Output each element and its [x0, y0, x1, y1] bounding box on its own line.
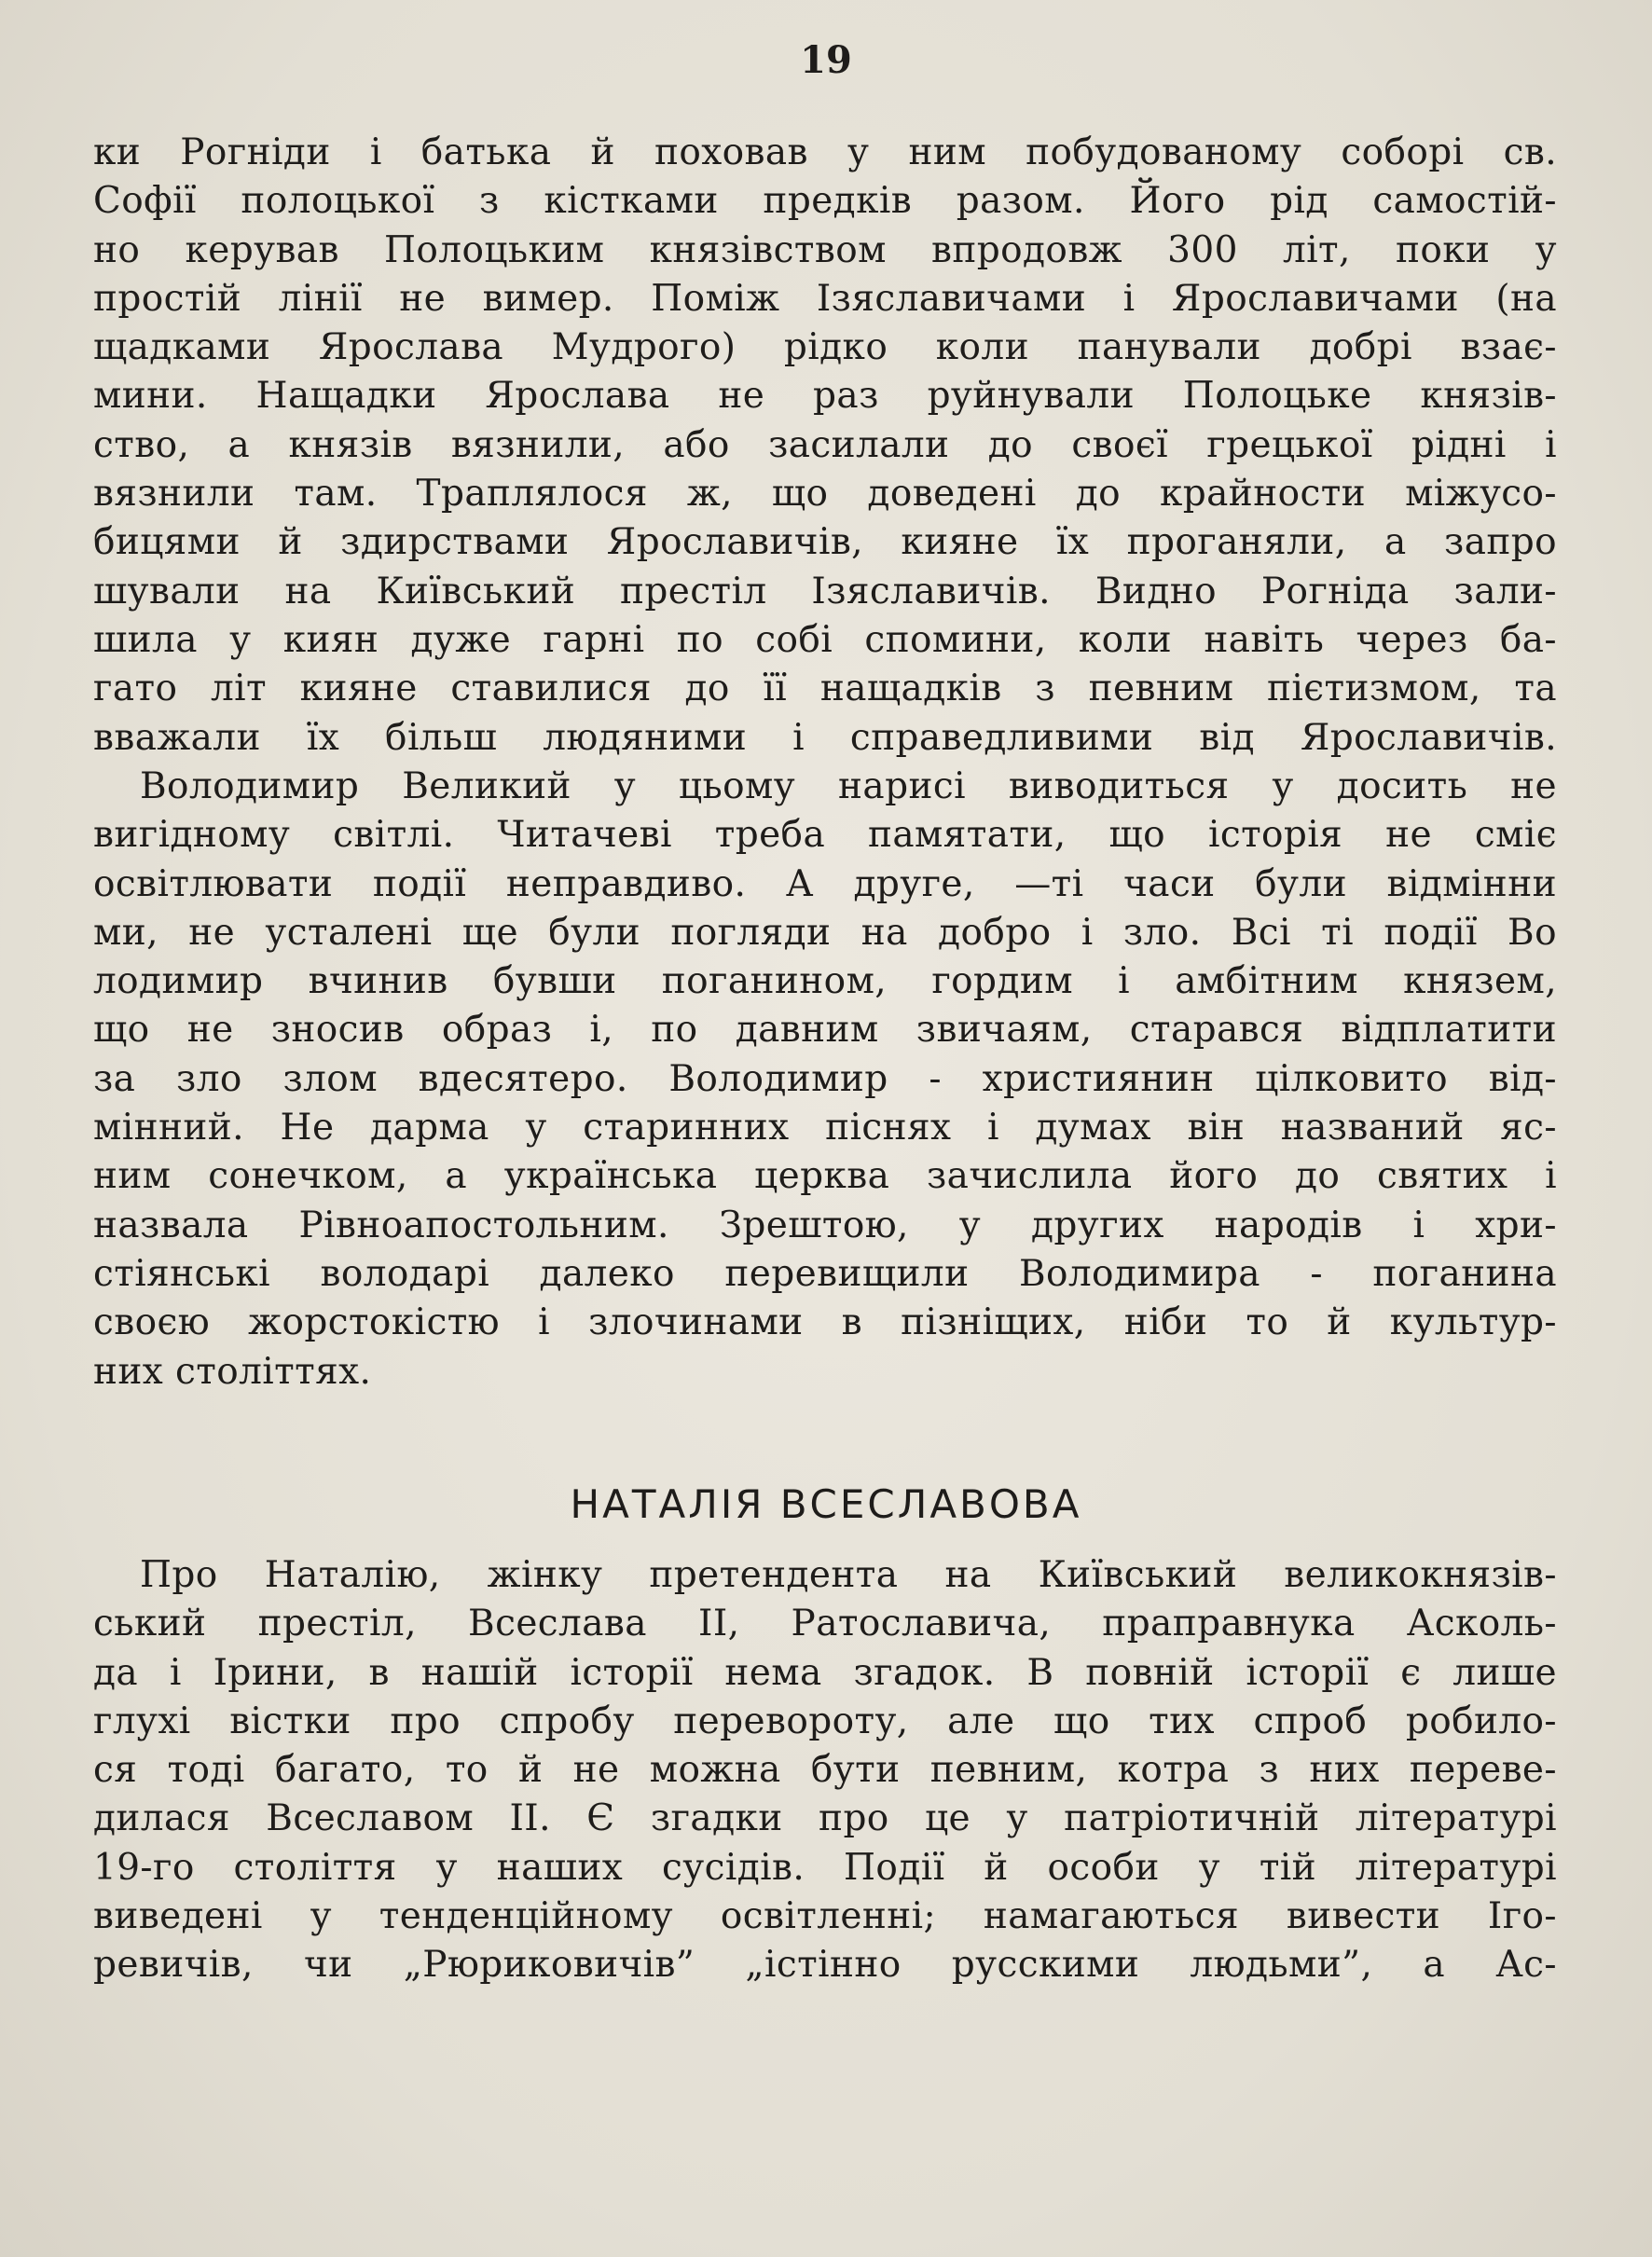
- text-line: дилася Всеславом II. Є згадки про це у патріотичній літературі: [93, 1797, 1557, 1840]
- text-line: да і Ірини, в нашій історії нема згадок. В повній історії є лише: [93, 1651, 1557, 1694]
- text-line: глухі вістки про спробу перевороту, але що тих спроб робило-: [93, 1700, 1557, 1742]
- text-line: вважали їх більш людяними і справедливими від Ярославичів.: [93, 716, 1557, 759]
- text-line: щадками Ярослава Мудрого) рідко коли панували добрі взає-: [93, 326, 1557, 369]
- text-line: ним сонечком, а українська церква зачислила його до святих і: [93, 1155, 1557, 1198]
- text-line: мини. Нащадки Ярослава не раз руйнували Полоцьке князів-: [93, 375, 1557, 418]
- text-line: гато літ кияне ставилися до її нащадків з певним пієтизмом, та: [93, 667, 1557, 710]
- text-line: ся тоді багато, то й не можна бути певним, котра з них переве-: [93, 1749, 1557, 1792]
- text-line: них століттях.: [93, 1350, 372, 1393]
- text-line: що не зносив образ і, по давним звичаям, старався відплатити: [93, 1009, 1557, 1052]
- text-line: ство, а князів вязнили, або засилали до своєї грецької рідні і: [93, 423, 1557, 466]
- section-heading: НАТАЛІЯ ВСЕСЛАВОВА: [570, 1481, 1082, 1527]
- text-line: Володимир Великий у цьому нарисі виводиться у досить не: [140, 765, 1557, 807]
- text-line: освітлювати події неправдиво. А друге, —ті часи були відмінни: [93, 862, 1557, 905]
- paragraph-1: [93, 129, 1557, 763]
- text-line: виведені у тенденційному освітленні; намагаються вивести Іго-: [93, 1895, 1557, 1938]
- text-line: назвала Рівноапостольним. Зрештою, у других народів і хри-: [93, 1204, 1557, 1246]
- text-line: мінний. Не дарма у старинних піснях і думах він названий яс-: [93, 1107, 1557, 1149]
- text-line: ки Рогніди і батька й поховав у ним побудованому соборі св.: [93, 131, 1557, 173]
- text-line: 19-го століття у наших сусідів. Події й особи у тій літературі: [93, 1846, 1557, 1889]
- text-line: стіянські володарі далеко перевищили Володимира - поганина: [93, 1252, 1557, 1295]
- text-line: Про Наталію, жінку претендента на Київський великокнязів-: [140, 1554, 1557, 1596]
- text-line: шували на Київський престіл Ізяславичів. Видно Рогніда зали-: [93, 570, 1557, 612]
- text-line: вигідному світлі. Читачеві треба памятати, що історія не сміє: [93, 814, 1557, 857]
- paragraph-3: [93, 1551, 1557, 1990]
- paragraph-2: [93, 763, 1557, 1397]
- text-line: своєю жорстокістю і злочинами в пізніщих, ніби то й культур-: [93, 1301, 1557, 1344]
- text-line: ський престіл, Всеслава II, Ратославича, праправнука Асколь-: [93, 1603, 1557, 1645]
- text-line: ми, не усталені ще були погляди на добро і зло. Всі ті події Во: [93, 911, 1557, 954]
- text-line: за зло злом вдесятеро. Володимир - християнин цілковито від-: [93, 1057, 1557, 1100]
- text-line: но керував Полоцьким князівством впродовж 300 літ, поки у: [93, 228, 1557, 271]
- text-line: лодимир вчинив бувши поганином, гордим і амбітним князем,: [93, 960, 1557, 1003]
- text-line: вязнили там. Траплялося ж, що доведені до крайности міжусо-: [93, 473, 1557, 516]
- text-line: ревичів, чи „Рюриковичів” „істінно русскими людьми”, а Ас-: [93, 1944, 1557, 1987]
- text-line: бицями й здирствами Ярославичів, кияне їх проганяли, а запро: [93, 521, 1557, 564]
- text-line: простій лінії не вимер. Поміж Ізяславичами і Ярославичами (на: [93, 277, 1557, 320]
- text-line: шила у киян дуже гарні по собі спомини, коли навіть через ба-: [93, 618, 1557, 661]
- page-number: 19: [800, 38, 852, 82]
- text-line: Софії полоцької з кістками предків разом. Його рід самостій-: [93, 180, 1557, 223]
